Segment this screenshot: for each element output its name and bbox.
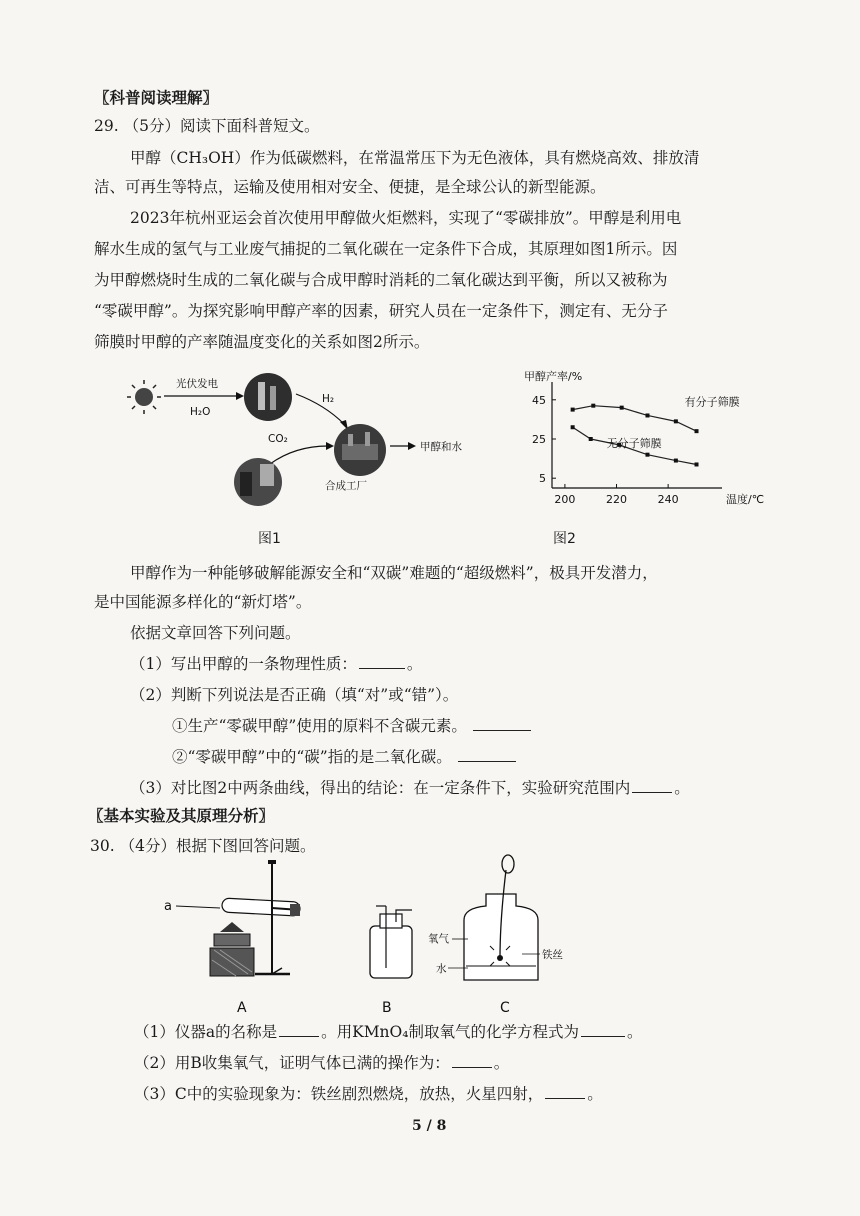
arrow-co2 (270, 446, 328, 464)
punctuation: 。 (674, 779, 690, 797)
label-product: 甲醇和水 (420, 441, 462, 453)
question-number: 29. (94, 117, 119, 135)
series-line (573, 406, 697, 431)
x-tick-label: 240 (657, 493, 679, 506)
data-point (674, 419, 678, 423)
question-intro: （4分）根据下图回答问题。 (119, 837, 316, 855)
answer-blank[interactable] (359, 667, 405, 669)
y-tick-label: 5 (539, 472, 546, 486)
q30-sub-question-2 (134, 1051, 509, 1073)
label-factory: 合成工厂 (325, 480, 367, 492)
sub-question-text: （2）用B收集氧气，证明气体已满的操作为： (134, 1054, 450, 1072)
paragraph-line: 为甲醇燃烧时生成的二氧化碳与合成甲醇时消耗的二氧化碳达到平衡，所以又被称为 (94, 271, 668, 289)
arrowhead-icon (236, 392, 244, 400)
data-point (645, 413, 649, 417)
sub-question-text: （3）对比图2中两条曲线，得出的结论：在一定条件下，实验研究范围内 (130, 779, 631, 797)
sub-question-text: （1）写出甲醇的一条物理性质： (130, 655, 357, 673)
label-B: B (382, 1000, 392, 1016)
data-point (589, 437, 593, 441)
x-axis-label: 温度/℃ (726, 493, 765, 506)
answer-blank[interactable] (581, 1035, 625, 1037)
data-point (571, 408, 575, 412)
figure-2-chart (512, 362, 772, 512)
x-tick-label: 220 (606, 493, 628, 506)
data-point (571, 425, 575, 429)
series-label: 无分子筛膜 (606, 437, 662, 451)
figure-2-caption: 图2 (553, 531, 576, 547)
question-number: 30. (90, 837, 115, 855)
y-tick-label: 45 (532, 393, 546, 407)
answer-blank[interactable] (473, 729, 531, 731)
spark-icon (497, 955, 503, 961)
label-A: A (237, 1000, 247, 1016)
apparatus-a (164, 860, 300, 1016)
data-point (674, 459, 678, 463)
label-h2: H₂ (322, 393, 335, 405)
y-tick-label: 25 (532, 433, 546, 446)
paragraph-line: 甲醇（CH₃OH）作为低碳燃料，在常温常压下为无色液体，具有燃烧高效、排放清 (130, 149, 700, 167)
label-pv: 光伏发电 (176, 378, 218, 390)
x-tick-label: 200 (554, 493, 576, 506)
punctuation: 。 (626, 1023, 643, 1041)
answer-blank[interactable] (545, 1097, 585, 1099)
label-iron: 铁丝 (542, 949, 563, 961)
q30-sub-question-1 (134, 1020, 642, 1042)
statement-text: ①生产“零碳甲醇”使用的原料不含碳元素。 (172, 717, 467, 735)
label-co2: CO₂ (268, 433, 288, 445)
paragraph-line: “零碳甲醇”。为探究影响甲醇产率的因素，研究人员在一定条件下，测定有、无分子 (94, 302, 668, 320)
sun-icon (127, 380, 161, 414)
paragraph-line: 筛膜时甲醇的产率随温度变化的关系如图2所示。 (94, 333, 430, 351)
apparatus-c (428, 855, 563, 1016)
punctuation: 。 (406, 655, 423, 673)
arrow-h2 (296, 394, 344, 424)
statement-text: ②“零碳甲醇”中的“碳”指的是二氧化碳。 (172, 748, 452, 766)
q30-sub-question-3 (134, 1082, 603, 1104)
label-a: a (164, 899, 172, 914)
question-29-header (94, 114, 319, 136)
sub-question-2b (172, 745, 518, 767)
sub-question-text: （3）C中的实验现象为：铁丝剧烈燃烧，放热，火星四射， (134, 1085, 544, 1103)
electrolysis-image (244, 373, 292, 421)
paragraph-line: 甲醇作为一种能够破解能源安全和“双碳”难题的“超级燃料”，极具开发潜力， (130, 564, 658, 582)
paragraph-line: 洁、可再生等特点，运输及使用相对安全、便捷，是全球公认的新型能源。 (94, 178, 606, 196)
test-tube (222, 898, 301, 916)
label-water: 水 (436, 963, 447, 975)
apparatus-figure (150, 850, 600, 1020)
paragraph-line: 是中国能源多样化的“新灯塔”。 (94, 593, 312, 611)
apparatus-b (370, 906, 412, 1016)
label-h2o: H₂O (190, 406, 211, 418)
section-title-reading: 〖科普阅读理解〗 (94, 88, 219, 107)
gas-bottle (370, 926, 412, 978)
sub-question-2: （2）判断下列说法是否正确（填“对”或“错”）。 (130, 686, 459, 704)
answer-blank[interactable] (279, 1035, 319, 1037)
paragraph-line: 2023年杭州亚运会首次使用甲醇做火炬燃料，实现了“零碳排放”。甲醇是利用电 (130, 209, 682, 227)
sub-question-1 (130, 652, 422, 674)
instruction-text: 依据文章回答下列问题。 (130, 624, 301, 642)
answer-blank[interactable] (632, 791, 672, 793)
data-point (591, 404, 595, 408)
page-number: 5 / 8 (412, 1118, 447, 1134)
answer-blank[interactable] (458, 760, 516, 762)
label-C: C (500, 1000, 510, 1016)
data-point (695, 462, 699, 466)
punctuation: 。 (587, 1085, 603, 1103)
answer-blank[interactable] (452, 1066, 492, 1068)
question-intro: （5分）阅读下面科普短文。 (123, 117, 320, 135)
y-axis-label: 甲醇产率/% (524, 370, 583, 383)
sub-question-text: （1）仪器a的名称是 (134, 1023, 278, 1041)
sub-question-text: 。用KMnO₄制取氧气的化学方程式为 (321, 1023, 579, 1041)
flame-icon (220, 922, 244, 932)
data-point (695, 429, 699, 433)
figure-1-diagram (120, 360, 470, 510)
series-label: 有分子筛膜 (684, 395, 740, 409)
sub-question-2a (172, 714, 533, 736)
figure-1-caption: 图1 (258, 531, 281, 547)
data-point (620, 406, 624, 410)
section-title-experiment: 〖基本实验及其原理分析〗 (88, 806, 275, 825)
punctuation: 。 (493, 1054, 510, 1072)
paragraph-line: 解水生成的氢气与工业废气捕捉的二氧化碳在一定条件下合成，其原理如图1所示。因 (94, 240, 678, 258)
label-oxygen: 氧气 (428, 933, 449, 945)
sub-question-3 (130, 776, 690, 798)
data-point (645, 453, 649, 457)
